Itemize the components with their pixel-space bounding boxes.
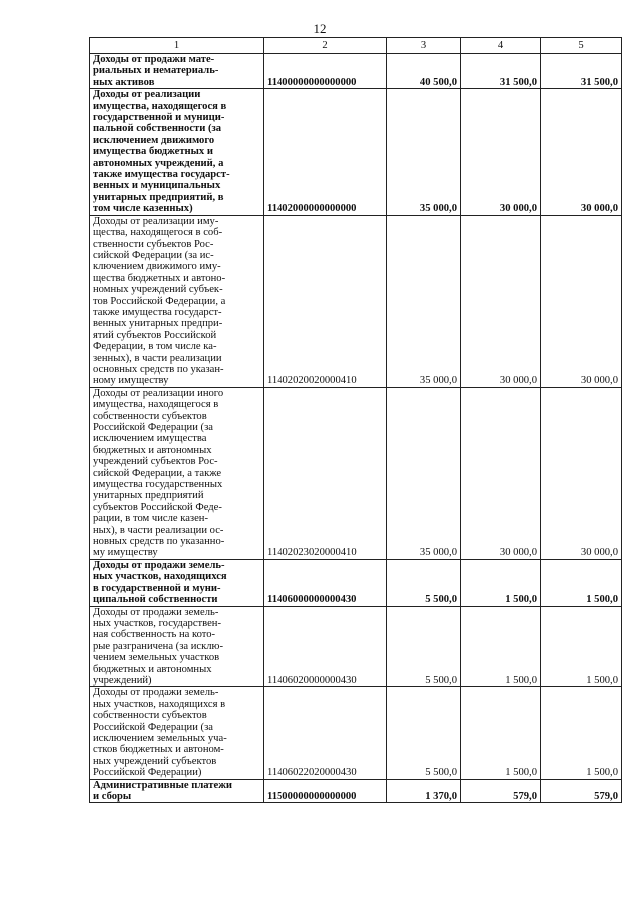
- column-header-1: 1: [90, 38, 264, 54]
- row-name-line: ципальной собственности: [93, 594, 218, 606]
- row-value-col4: 1 500,0: [461, 559, 541, 606]
- row-value-col5: 30 000,0: [541, 387, 622, 559]
- row-name-line: исключением движимого: [93, 134, 215, 146]
- row-name-line: также имущества государст-: [93, 169, 230, 181]
- row-code-cell: 11406022020000430: [264, 687, 387, 779]
- row-name-line: ных учреждений субъектов: [93, 755, 217, 767]
- row-name-line: унитарных предприятий, в: [93, 191, 224, 203]
- row-name-line: ственности субъектов Рос-: [93, 238, 214, 250]
- row-name-line: ная собственность на кото-: [93, 629, 216, 641]
- row-code-cell: 11402000000000000: [264, 89, 387, 215]
- row-name-line: учреждений): [93, 674, 152, 686]
- row-name-line: щества бюджетных и автоно-: [93, 272, 226, 284]
- row-name-cell: [90, 779, 264, 803]
- row-name-line: Доходы от реализации иного: [93, 387, 224, 399]
- row-value-col4: 30 000,0: [461, 387, 541, 559]
- row-name-line: му имуществу: [93, 547, 158, 559]
- row-code-cell: 11402020020000410: [264, 215, 387, 387]
- row-name-line: риальных и нематериаль-: [93, 65, 219, 77]
- row-name-line: собственности субъектов: [93, 710, 207, 722]
- row-value-col4: 31 500,0: [461, 54, 541, 89]
- row-name-line: основных средств по указан-: [93, 363, 224, 375]
- row-name-line: Доходы от продажи земель-: [93, 687, 219, 699]
- row-value-col5: 1 500,0: [541, 606, 622, 687]
- row-value-col5: 30 000,0: [541, 89, 622, 215]
- column-header-5: 5: [541, 38, 622, 54]
- row-name-line: ных участков, находящихся: [93, 571, 227, 583]
- row-name-line: собственности субъектов: [93, 410, 207, 422]
- row-name-line: ных участков, государствен-: [93, 617, 221, 629]
- row-value-col5: 1 500,0: [541, 687, 622, 779]
- row-name-line: имущества государственных: [93, 479, 223, 491]
- table-row: [90, 215, 622, 387]
- row-name-line: ных активов: [93, 76, 155, 88]
- row-name-line: зенных), в части реализации: [93, 352, 222, 364]
- row-name-cell: [90, 687, 264, 779]
- row-name-line: ных участков, находящихся в: [93, 698, 226, 710]
- column-header-4: 4: [461, 38, 541, 54]
- row-name-line: имущества, находящегося в: [93, 100, 227, 112]
- row-code-cell: 11406000000000430: [264, 559, 387, 606]
- row-name-line: Доходы от продажи земель-: [93, 559, 225, 571]
- row-name-line: Российской Федерации): [93, 767, 202, 779]
- row-value-col3: 35 000,0: [387, 387, 461, 559]
- row-name-cell: [90, 54, 264, 89]
- row-name-line: имущества, находящегося в: [93, 399, 219, 411]
- row-value-col3: 35 000,0: [387, 215, 461, 387]
- row-name-line: бюджетных и автономных: [93, 663, 212, 675]
- row-value-col3: 5 500,0: [387, 559, 461, 606]
- header-row: [90, 38, 622, 54]
- row-name-line: в государственной и муни-: [93, 582, 221, 594]
- row-name-line: и сборы: [93, 791, 132, 802]
- row-name-line: Административные платежи: [93, 779, 233, 791]
- row-name-line: пальной собственности (за: [93, 123, 222, 135]
- row-name-line: унитарных предприятий: [93, 490, 204, 502]
- row-name-line: автономных учреждений, а: [93, 157, 224, 169]
- row-name-line: исключением земельных уча-: [93, 732, 227, 744]
- row-name-line: венных и муниципальных: [93, 180, 221, 192]
- row-name-line: Доходы от реализации: [93, 89, 201, 101]
- table-row: [90, 606, 622, 687]
- row-value-col4: 30 000,0: [461, 215, 541, 387]
- row-name-line: чением земельных участков: [93, 652, 220, 664]
- row-name-line: венных унитарных предпри-: [93, 318, 223, 330]
- table-row: [90, 387, 622, 559]
- row-name-cell: [90, 215, 264, 387]
- table-row: [90, 89, 622, 215]
- column-header-3: 3: [387, 38, 461, 54]
- row-name-line: учреждений субъектов Рос-: [93, 456, 218, 468]
- row-name-line: исключением имущества: [93, 433, 207, 445]
- row-name-line: также имущества государст-: [93, 306, 222, 318]
- row-name-line: тов Российской Федерации, а: [93, 295, 226, 307]
- table-body: [90, 54, 622, 803]
- row-name-line: Доходы от продажи земель-: [93, 606, 219, 618]
- row-name-line: рые разграничена (за исклю-: [93, 640, 223, 652]
- row-name-cell: [90, 559, 264, 606]
- row-value-col5: 1 500,0: [541, 559, 622, 606]
- row-name-cell: [90, 606, 264, 687]
- row-name-cell: [90, 89, 264, 215]
- row-code-cell: 11500000000000000: [264, 779, 387, 803]
- table-row: [90, 687, 622, 779]
- table-row: [90, 54, 622, 89]
- row-value-col5: 31 500,0: [541, 54, 622, 89]
- row-name-line: стков бюджетных и автоном-: [93, 744, 224, 756]
- table-row: [90, 779, 622, 803]
- row-name-line: Федерации, в том числе ка-: [93, 341, 217, 353]
- row-value-col4: 579,0: [461, 779, 541, 803]
- row-name-line: субъектов Российской Феде-: [93, 501, 222, 513]
- row-code-cell: 11400000000000000: [264, 54, 387, 89]
- row-value-col4: 1 500,0: [461, 606, 541, 687]
- row-value-col3: 40 500,0: [387, 54, 461, 89]
- row-name-line: Российской Федерации (за: [93, 721, 213, 733]
- row-name-line: щества, находящегося в соб-: [93, 227, 223, 239]
- row-name-line: номных учреждений субъек-: [93, 284, 223, 296]
- row-name-line: ключением движимого иму-: [93, 261, 221, 273]
- row-name-cell: [90, 387, 264, 559]
- row-name-line: ятий субъектов Российской: [93, 329, 217, 341]
- row-name-line: имущества бюджетных и: [93, 146, 213, 158]
- row-name-line: том числе казенных): [93, 203, 193, 215]
- row-name-line: сийской Федерации, а также: [93, 467, 222, 479]
- row-value-col3: 35 000,0: [387, 89, 461, 215]
- row-code-cell: 11406020000000430: [264, 606, 387, 687]
- table-row: [90, 559, 622, 606]
- row-name-line: бюджетных и автономных: [93, 444, 212, 456]
- row-value-col5: 579,0: [541, 779, 622, 803]
- row-value-col4: 1 500,0: [461, 687, 541, 779]
- row-value-col3: 5 500,0: [387, 606, 461, 687]
- row-value-col3: 5 500,0: [387, 687, 461, 779]
- row-name-line: новных средств по указанно-: [93, 536, 225, 548]
- row-value-col3: 1 370,0: [387, 779, 461, 803]
- row-name-line: ному имуществу: [93, 375, 169, 387]
- row-name-line: Российской Федерации (за: [93, 422, 213, 433]
- row-value-col4: 30 000,0: [461, 89, 541, 215]
- budget-revenue-table: [89, 37, 622, 803]
- row-name-line: государственной и муници-: [93, 112, 225, 124]
- row-name-line: рации, в том числе казен-: [93, 513, 208, 525]
- row-name-line: сийской Федерации (за ис-: [93, 249, 214, 261]
- column-header-2: 2: [264, 38, 387, 54]
- page-number: 12: [313, 21, 327, 36]
- row-code-cell: 11402023020000410: [264, 387, 387, 559]
- row-name-line: Доходы от продажи мате-: [93, 54, 215, 65]
- row-value-col5: 30 000,0: [541, 215, 622, 387]
- row-name-line: Доходы от реализации иму-: [93, 215, 219, 227]
- row-name-line: ных), в части реализации ос-: [93, 524, 224, 536]
